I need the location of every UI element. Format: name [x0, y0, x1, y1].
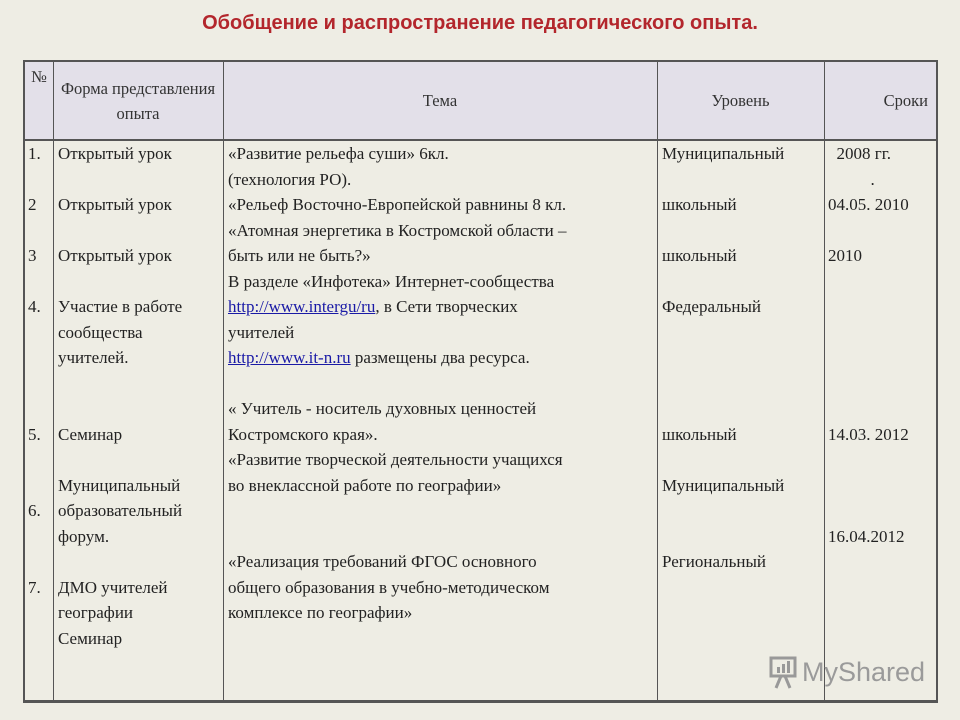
topic-line [228, 371, 567, 397]
watermark-text: MyShared [802, 656, 926, 687]
form-line: географии [58, 603, 134, 622]
header-form: Форма представления опыта [60, 78, 216, 123]
level-line: Региональный [662, 552, 766, 571]
topic-text: во внеклассной работе по географии» [228, 475, 502, 495]
date-line [828, 345, 909, 371]
level-line [662, 167, 784, 193]
date-line [828, 371, 909, 397]
level-line [662, 524, 784, 550]
topic-line [228, 269, 567, 295]
form-line: Семинар [58, 628, 123, 648]
topic-line [228, 192, 567, 218]
row-number [28, 626, 41, 652]
column-form [58, 141, 182, 651]
date-line [828, 320, 909, 346]
resource-link[interactable]: http://www.it-n.ru [228, 348, 351, 367]
row-number [28, 524, 41, 550]
row-number [28, 218, 41, 244]
topic-text: «Развитие рельефа суши» 6кл. [228, 144, 449, 163]
date-line [828, 447, 909, 473]
form-line [58, 447, 182, 473]
topic-line [228, 320, 567, 346]
form-line: ДМО учителей [58, 577, 168, 597]
topic-text: «Развитие творческой деятельности учащихся [228, 450, 563, 469]
header-topic: Тема [422, 91, 458, 110]
form-line: Открытый урок [58, 144, 172, 163]
myshared-watermark [768, 655, 925, 689]
topic-line [228, 447, 567, 473]
row-number [28, 345, 41, 371]
row-number: 1. [28, 144, 41, 163]
topic-text: Костромского края». [228, 424, 378, 444]
row-number [28, 473, 41, 499]
topic-line [228, 422, 567, 448]
topic-text: , в Сети творческих [375, 297, 518, 316]
level-line [662, 447, 784, 473]
topic-text: (технология РО). [228, 169, 352, 189]
row-number [28, 549, 41, 575]
date-line: . [828, 169, 875, 189]
form-line: Муниципальный [58, 475, 181, 495]
level-line: школьный [662, 424, 737, 444]
level-line: школьный [662, 195, 737, 214]
row-number [28, 371, 41, 397]
topic-text: « Учитель - носитель духовных ценностей [228, 399, 537, 418]
level-line [662, 371, 784, 397]
topic-text: комплексе по географии» [228, 603, 413, 622]
column-divider [53, 62, 54, 700]
form-line: Семинар [58, 424, 123, 444]
topic-line [228, 524, 567, 550]
slide-title: Обобщение и распространение педагогического опыта. [202, 12, 758, 34]
topic-line [228, 141, 567, 167]
row-number: 5. [28, 424, 41, 444]
topic-text: «Реализация требований ФГОС основного [228, 552, 537, 571]
column-level [662, 141, 784, 575]
column-divider [824, 62, 825, 700]
date-line [828, 396, 909, 422]
date-line: 04.05. 2010 [828, 195, 909, 214]
row-number: 7. [28, 577, 41, 597]
form-line: Открытый урок [58, 195, 172, 214]
topic-line [228, 600, 567, 626]
topic-line [228, 167, 567, 193]
row-number: 3 [28, 246, 37, 265]
date-line: 14.03. 2012 [828, 424, 909, 444]
row-number: 4. [28, 297, 41, 316]
topic-text: «Атомная энергетика в Костромской области – [228, 220, 567, 240]
date-line: 2010 [828, 246, 862, 265]
form-line: сообщества [58, 322, 143, 342]
form-line: учителей. [58, 348, 129, 367]
topic-text: учителей [228, 322, 295, 342]
topic-line [228, 218, 567, 244]
topic-text: общего образования в учебно-методическом [228, 577, 550, 597]
level-line [662, 396, 784, 422]
form-line: образовательный [58, 501, 183, 520]
row-number [28, 320, 41, 346]
topic-text: быть или не быть?» [228, 246, 371, 265]
level-line: Федеральный [662, 297, 761, 316]
date-line: 2008 гг. [828, 144, 892, 163]
row-number [28, 396, 41, 422]
row-number [28, 269, 41, 295]
column-topic [228, 141, 567, 626]
level-line: Муниципальный [662, 475, 785, 495]
date-line: 16.04.2012 [828, 526, 905, 546]
level-line [662, 345, 784, 371]
topic-line [228, 549, 567, 575]
presentation-icon [768, 655, 798, 689]
level-line [662, 269, 784, 295]
form-line: форум. [58, 526, 110, 546]
row-number: 6. [28, 501, 41, 520]
date-line [828, 294, 909, 320]
topic-line [228, 294, 567, 320]
topic-text: размещены два ресурса. [350, 348, 530, 367]
topic-line [228, 575, 567, 601]
row-number: 2 [28, 195, 37, 214]
topic-line [228, 345, 567, 371]
date-line [828, 269, 909, 295]
form-line [58, 371, 182, 397]
form-line [58, 167, 182, 193]
form-line [58, 218, 182, 244]
row-number [28, 447, 41, 473]
form-line [58, 549, 182, 575]
form-line: Открытый урок [58, 246, 172, 265]
date-line [828, 218, 909, 244]
header-num: № [31, 67, 47, 86]
column-num [28, 141, 41, 651]
row-number [28, 600, 41, 626]
topic-line [228, 498, 567, 524]
form-line [58, 396, 182, 422]
topic-text: В разделе «Инфотека» Интернет-сообщества [228, 271, 555, 291]
level-line: Муниципальный [662, 144, 785, 163]
topic-line [228, 396, 567, 422]
level-line: школьный [662, 246, 737, 265]
row-number [28, 167, 41, 193]
column-dates [828, 141, 909, 549]
topic-line [228, 243, 567, 269]
experience-table [23, 60, 938, 703]
form-line [58, 269, 182, 295]
header-dates: Сроки [883, 91, 928, 110]
level-line [662, 218, 784, 244]
column-divider [657, 62, 658, 700]
topic-text: «Рельеф Восточно-Европейской равнины 8 кл. [228, 195, 567, 214]
level-line [662, 320, 784, 346]
date-line [828, 498, 909, 524]
header-level: Уровень [711, 91, 770, 110]
resource-link[interactable]: http://www.intergu/ru [228, 297, 376, 316]
level-line [662, 498, 784, 524]
date-line [828, 473, 909, 499]
column-divider [223, 62, 224, 700]
form-line: Участие в работе [58, 297, 183, 316]
topic-line [228, 473, 567, 499]
